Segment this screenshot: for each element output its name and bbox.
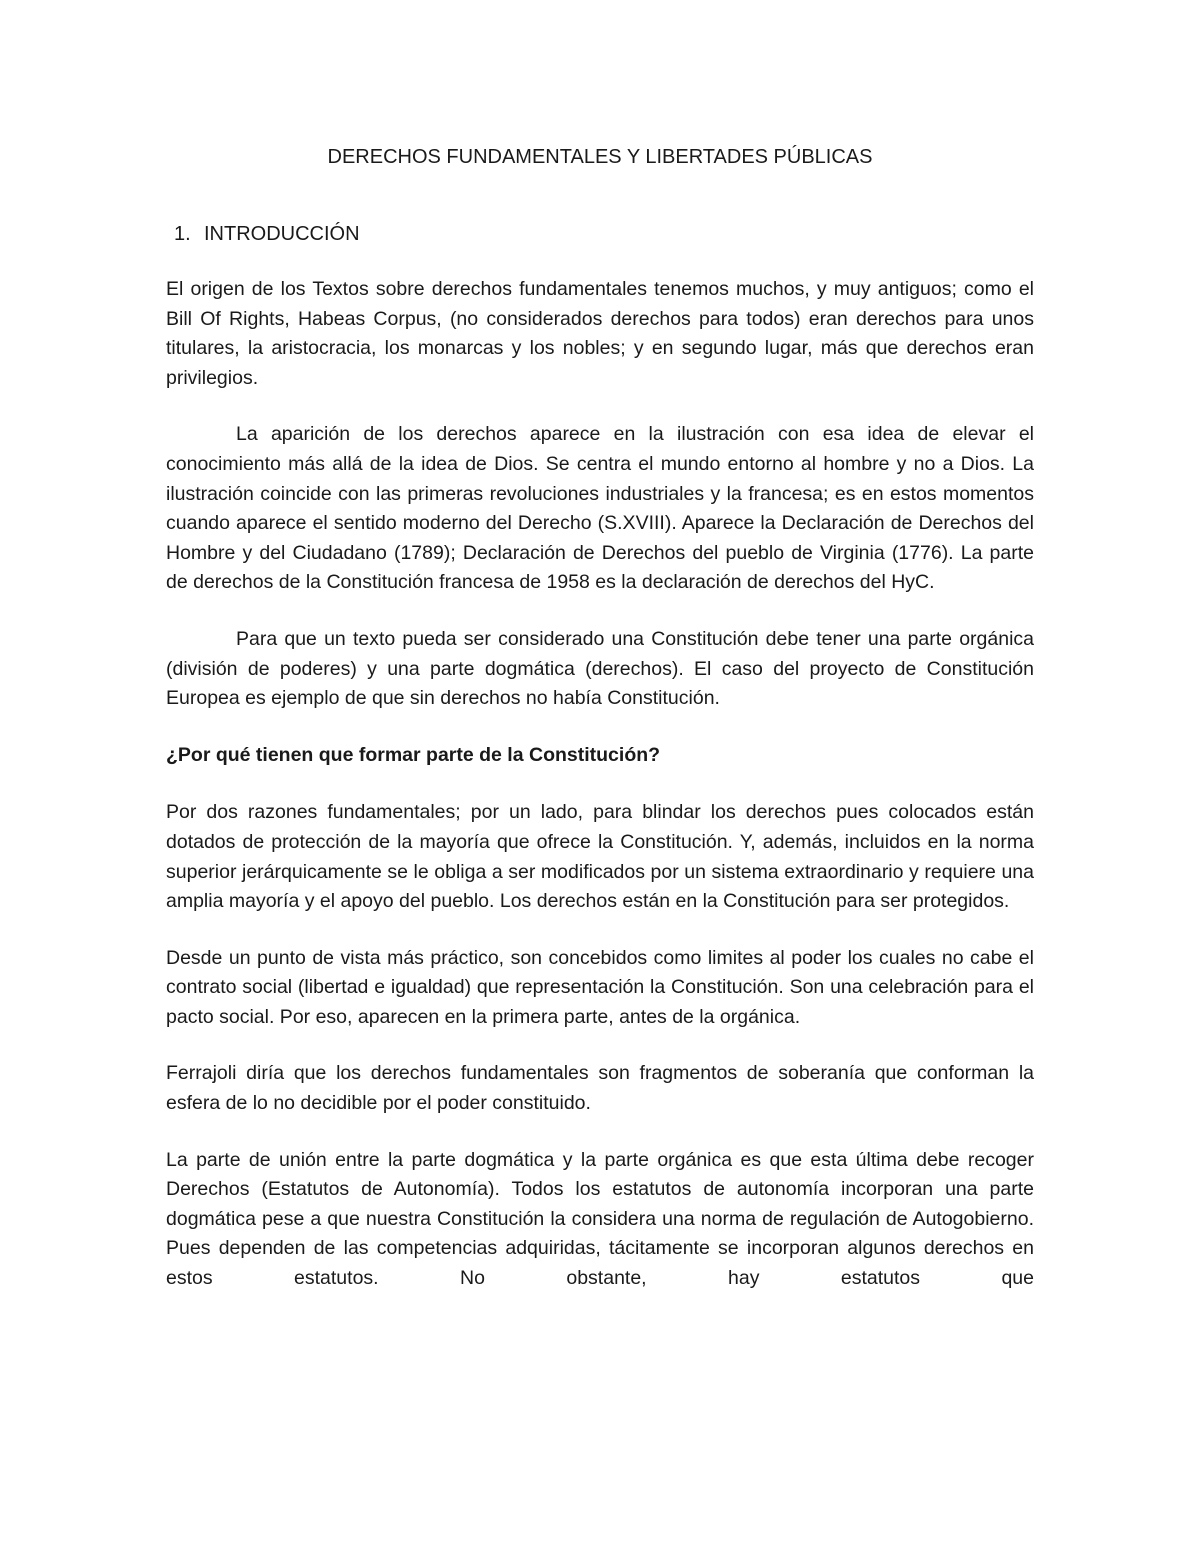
paragraph-punto-de-vista: Desde un punto de vista más práctico, son concebidos como limites al poder los cuales no cabe el contrato social (libertad e igualdad) que representación la Constitución. Son una celebración para el pacto social. Por eso, aparecen en la primera parte, antes de la orgánica. bbox=[166, 946, 1034, 1028]
paragraph-constitucion: Para que un texto pueda ser considerado una Constitución debe tener una parte orgánica (división de poderes) y una parte dogmática (derechos). El caso del proyecto de Constitución Europea es ejemplo de que sin derechos no había Constitución. bbox=[166, 627, 1034, 710]
paragraph-origin: El origen de los Textos sobre derechos fundamentales tenemos muchos, y muy antiguos; como el Bill Of Rights, Habeas Corpus, (no considerados derechos para todos) eran derechos para unos titulares, la aristocracia, los monarcas y los nobles; y en segundo lugar, más que derechos eran privilegios. bbox=[166, 278, 1034, 389]
paragraph-razones: Por dos razones fundamentales; por un lado, para blindar los derechos pues colocados están dotados de protección de la mayoría que ofrece la Constitución. Y, además, incluidos en la norma superior jerárquicamente se le obliga a ser modificados por un sistema extraordinario y requiere una amplia mayoría y el apoyo del pueblo. Los derechos están en la Constitución para ser protegidos. bbox=[166, 801, 1034, 913]
section-heading bbox=[166, 219, 1034, 249]
document-body bbox=[166, 142, 1034, 1321]
paragraph-ilustracion: La aparición de los derechos aparece en la ilustración con esa idea de elevar el conocimiento más allá de la idea de Dios. Se centra el mundo entorno al hombre y no a Dios. La ilustración coincide con las primeras revoluciones industriales y la francesa; es en estos momentos cuando aparece el sentido moderno del Derecho (S.XVIII). Aparece la Declaración de Derechos del Hombre y del Ciudadano (1789); Declaración de Derechos del pueblo de Virginia (1776). La parte de derechos de la Constitución francesa de 1958 es la declaración de derechos del HyC. bbox=[166, 423, 1034, 594]
document-title: DERECHOS FUNDAMENTALES Y LIBERTADES PÚBLICAS bbox=[327, 146, 873, 168]
section-number: 1. bbox=[174, 223, 191, 245]
section-title: INTRODUCCIÓN bbox=[204, 223, 360, 245]
question-heading: ¿Por qué tienen que formar parte de la Constitución? bbox=[166, 743, 661, 766]
paragraph-union: La parte de unión entre la parte dogmática y la parte orgánica es que esta última debe recoger Derechos (Estatutos de Autonomía). Todos los estatutos de autonomía incorporan una parte dogmática pese a que nuestra Constitución la considera una norma de regulación de Autogobierno. Pues dependen de las competencias adquiridas, tácitamente se incorporan algunos derechos en estos estatutos. No obstante, hay estatutos que bbox=[166, 1148, 1034, 1290]
paragraph-ferrajoli: Ferrajoli diría que los derechos fundamentales son fragmentos de soberanía que conforman la esfera de lo no decidible por el poder constituido. bbox=[166, 1062, 1034, 1115]
